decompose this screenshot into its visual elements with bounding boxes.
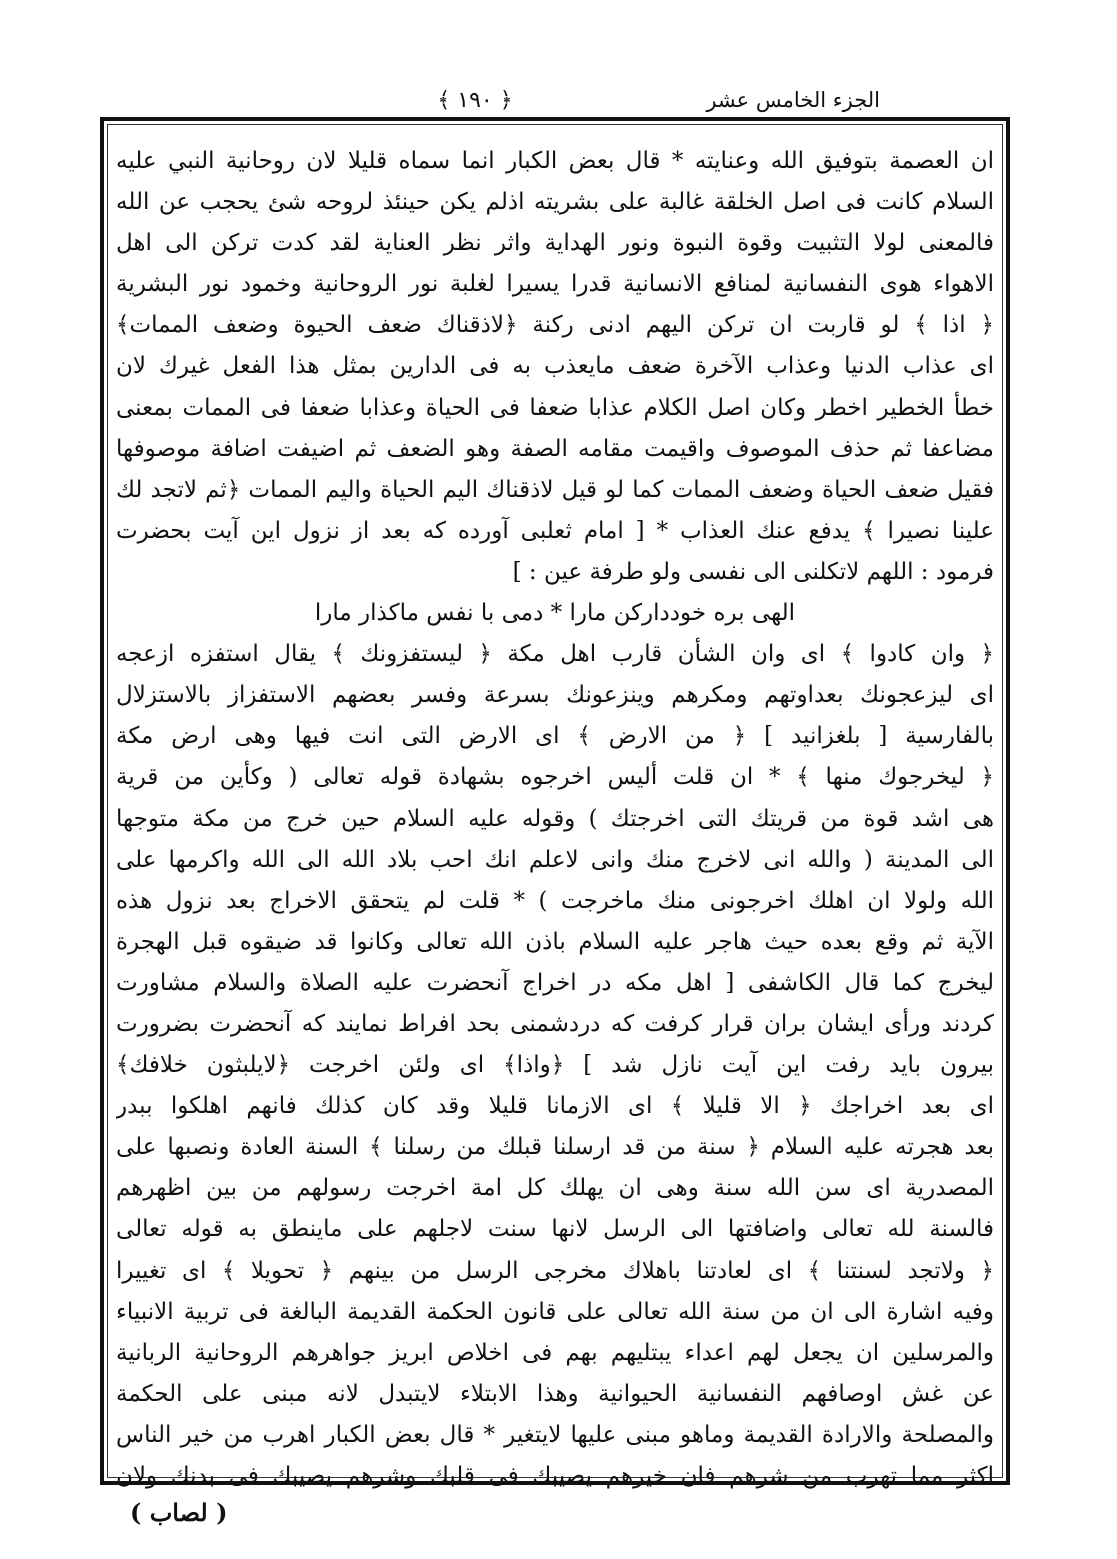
text-line: مضاعفا ثم حذف الموصوف واقيمت مقامه الصفة وهو الضعف ثم اضيفت اضافة موصوفها (116, 435, 994, 462)
text-line: ان العصمة بتوفيق الله وعنايته * قال بعض الكبار انما سماه قليلا لان روحانية النبي عليه (116, 148, 994, 174)
text-line: علينا نصيرا ﴾ يدفع عنك العذاب * [ امام ثعلبى آورده كه بعد از نزول اين آيت بحضرت (116, 517, 994, 544)
text-line: اكثر مما تهرب من شرهم فان خيرهم يصيبك فى قلبك وشرهم يصيبك فى بدنك ولان (116, 1463, 994, 1489)
text-line: كردند ورأى ايشان بران قرار كرفت كه دردشمنى بحد افراط نمايند كه آنحضرت بضرورت (116, 1010, 994, 1037)
text-line: فقيل ضعف الحياة وضعف الممات كما لو قيل لاذقناك اليم الحياة واليم الممات ﴿ثم لاتجد لك (116, 476, 994, 503)
text-line: الاهواء هوى النفسانية لمنافع الانسانية قدرا يسيرا لغلبة نور الروحانية وخمود نور البشرية (116, 271, 994, 298)
text-line: الله ولولا ان اهلك اخرجونى منك ماخرجت ) * قلت لم يتحقق الاخراج بعد نزول هذه (116, 887, 994, 914)
text-line: السلام كانت فى اصل الخلقة غالبة على بشريته اذلم يكن حينئذ لروحه شئ يحجب عن الله (116, 189, 994, 216)
text-line: بالفارسية [ بلغزانيد ] ﴿ من الارض ﴾ اى الارض التى انت فيها وهى ارض مكة (116, 723, 994, 750)
page-frame (100, 117, 1010, 1489)
text-line: خطأ الخطير اخطر وكان اصل الكلام عذابا ضعفا فى الحياة وعذابا ضعفا فى الممات بمعنى (116, 394, 994, 421)
text-line: الآية ثم وقع بعده حيث هاجر عليه السلام باذن الله تعالى وكانوا قد ضيقوه قبل الهجرة (116, 928, 994, 955)
text-line: اى عذاب الدنيا وعذاب الآخرة ضعف مايعذب به فى الدارين بمثل هذا الفعل غيرك لان (116, 353, 994, 380)
text-line: ﴿ ولاتجد لسنتنا ﴾ اى لعادتنا باهلاك مخرجى الرسل من بينهم ﴿ تحويلا ﴾ اى تغييرا (116, 1257, 994, 1284)
page-number: ﴿ ١٩٠ ﴾ (437, 88, 513, 113)
verse-line: الهى بره خودداركن مارا * دمى با نفس ماكذار مارا (314, 600, 796, 627)
catchword: ( لصاب ) (130, 1498, 228, 1527)
text-line: ﴿ وان كادوا ﴾ اى وان الشأن قارب اهل مكة ﴿ ليستفزونك ﴾ يقال استفزه ازعجه (116, 641, 994, 668)
text-line: فرمود : اللهم لاتكلنى الى نفسى ولو طرفة عين : ] (512, 558, 994, 585)
text-line: عن غش اوصافهم النفسانية الحيوانية وهذا الابتلاء لايتبدل لانه مبنى على الحكمة (116, 1380, 994, 1407)
text-line: والمرسلين ان يجعل لهم اعداء يبتليهم بهم فى اخلاص ابريز جواهرهم الروحانية الربانية (116, 1339, 994, 1366)
text-line: هى اشد قوة من قريتك التى اخرجتك ) وقوله عليه السلام حين خرج من مكة متوجها (116, 805, 994, 832)
text-line: ﴿ اذا ﴾ لو قاربت ان تركن اليهم ادنى ركنة ﴿لاذقناك ضعف الحيوة وضعف الممات﴾ (116, 312, 994, 339)
text-line: وفيه اشارة الى ان من سنة الله تعالى على قانون الحكمة القديمة البالغة فى تربية الانبياء (116, 1298, 994, 1325)
text-line: المصدرية اى سن الله سنة وهى ان يهلك كل امة اخرجت رسولهم من بين اظهرهم (116, 1175, 994, 1202)
text-line: بعد هجرته عليه السلام ﴿ سنة من قد ارسلنا قبلك من رسلنا ﴾ السنة العادة ونصبها على (116, 1134, 994, 1161)
text-line: والمصلحة والارادة القديمة وماهو مبنى عليها لايتغير * قال بعض الكبار اهرب من خير الناس (116, 1421, 994, 1448)
text-line: الى المدينة ( والله انى لاخرج منك وانى لاعلم انك احب بلاد الله الى الله واكرمها على (116, 846, 994, 873)
text-line: فالمعنى لولا التثبيت وقوة النبوة ونور الهداية واثر نظر العناية لقد كدت تركن الى اهل (116, 230, 994, 257)
text-line: فالسنة لله تعالى واضافتها الى الرسل لانها سنت لاجلهم على ماينطق به قوله تعالى (116, 1216, 994, 1243)
text-line: اى ليزعجونك بعداوتهم ومكرهم وينزعونك بسرعة وفسر بعضهم الاستفزاز بالاستزلال (116, 682, 994, 709)
text-line: ليخرج كما قال الكاشفى [ اهل مكه در اخراج آنحضرت عليه الصلاة والسلام مشاورت (116, 969, 994, 996)
running-title: الجزء الخامس عشر (706, 88, 880, 112)
text-line: بيرون بايد رفت اين آيت نازل شد ] ﴿واذا﴾ اى ولئن اخرجت ﴿لايلبثون خلافك﴾ (116, 1052, 994, 1079)
main-text (116, 141, 994, 1497)
text-line: اى بعد اخراجك ﴿ الا قليلا ﴾ اى الازمانا قليلا وقد كان كذلك فانهم اهلكوا ببدر (116, 1093, 994, 1120)
text-line: ﴿ ليخرجوك منها ﴾ * ان قلت أليس اخرجوه بشهادة قوله تعالى ( وكأين من قرية (116, 764, 994, 791)
